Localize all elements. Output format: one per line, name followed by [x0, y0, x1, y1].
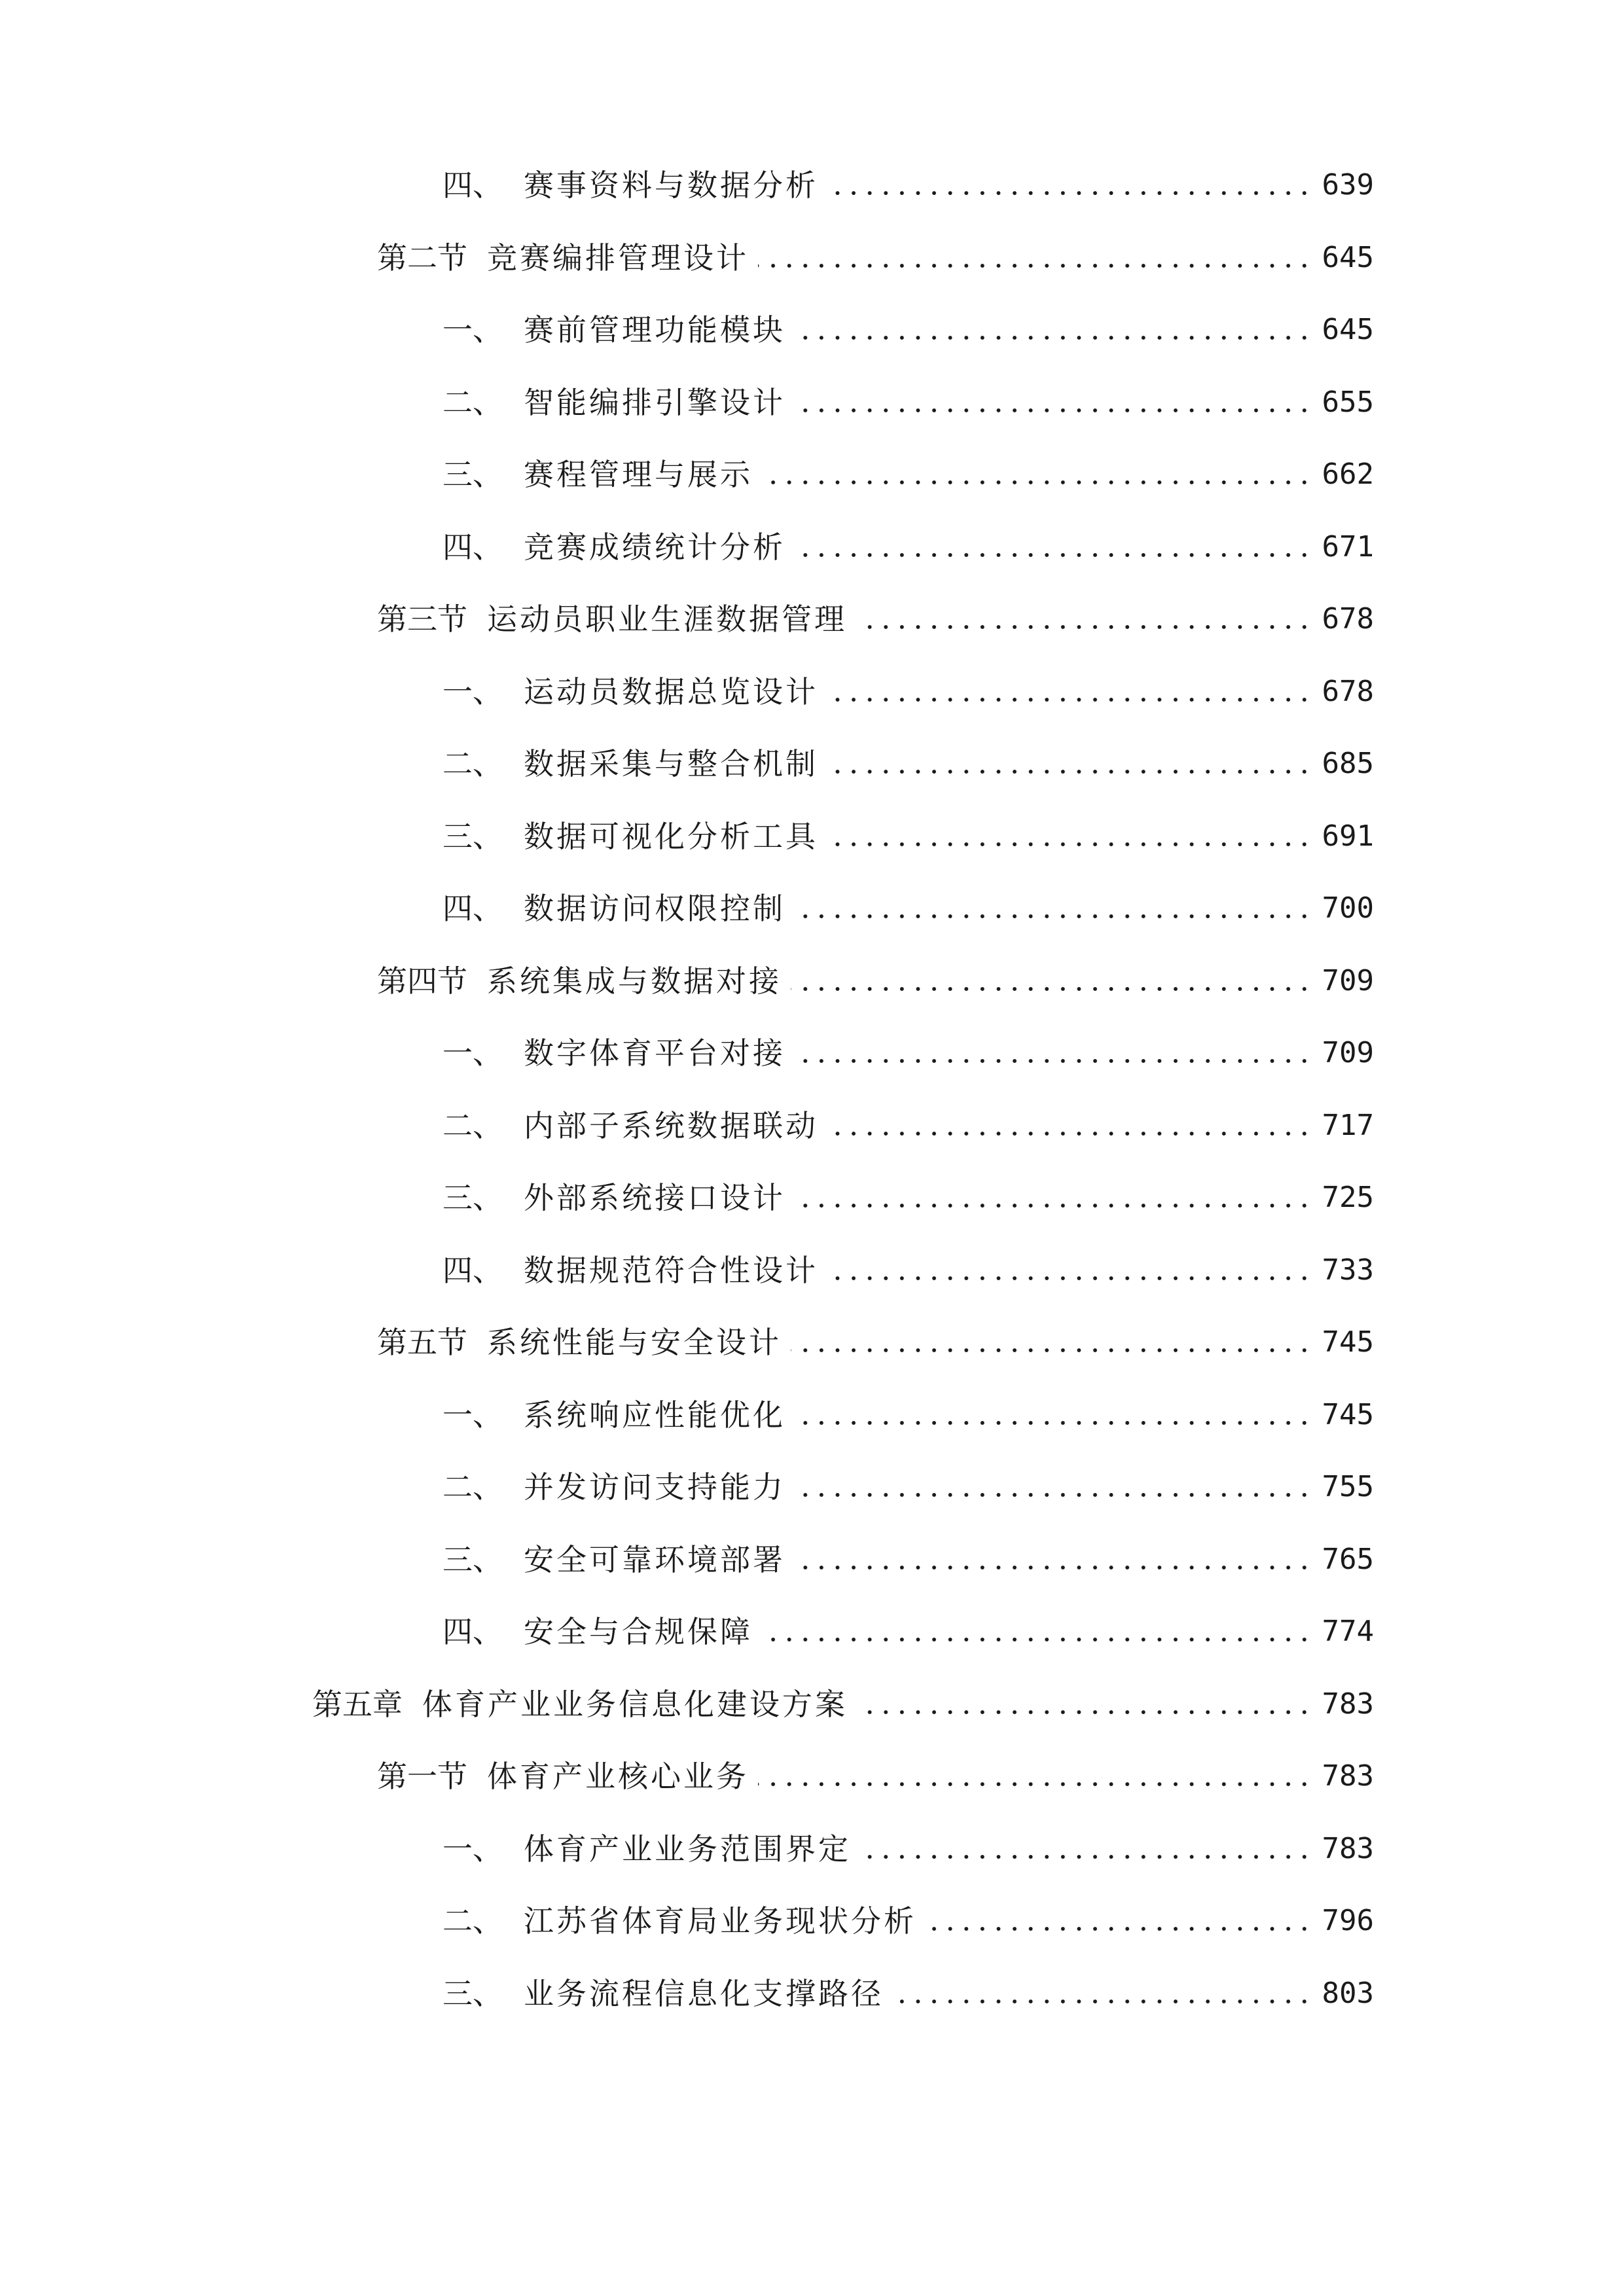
dot-leader [795, 1057, 1312, 1065]
toc-entry[interactable] [0, 367, 1374, 439]
toc-entry-title: 数据可视化分析工具 [524, 819, 818, 854]
toc-entry-title: 系统性能与安全设计 [487, 1325, 782, 1360]
toc-entry-page-number: 691 [1322, 819, 1374, 853]
dot-leader [795, 406, 1312, 414]
toc-entry-number: 三、 [442, 819, 503, 854]
toc-entry-number: 三、 [442, 1976, 503, 2011]
toc-entry-title: 业务流程信息化支撑路径 [524, 1976, 884, 2011]
toc-entry-page-number: 725 [1322, 1181, 1374, 1214]
dot-leader [893, 1998, 1312, 2005]
toc-entry-page-number: 765 [1322, 1543, 1374, 1576]
toc-entry[interactable] [0, 1740, 1374, 1812]
toc-entry-title: 体育产业核心业务 [487, 1759, 749, 1794]
toc-entry[interactable] [0, 439, 1374, 511]
toc-entry-page-number: 685 [1322, 747, 1374, 780]
toc-entry-number: 二、 [442, 746, 503, 781]
toc-entry[interactable] [0, 1234, 1374, 1306]
toc-entry-title: 并发访问支持能力 [524, 1469, 785, 1505]
dot-leader [857, 1708, 1312, 1716]
toc-entry-title: 数据访问权限控制 [524, 891, 785, 926]
toc-entry-number: 三、 [442, 457, 503, 492]
dot-leader [827, 1130, 1312, 1138]
toc-entry-page-number: 678 [1322, 602, 1374, 636]
dot-leader [827, 696, 1312, 704]
toc-entry-number: 一、 [442, 1831, 503, 1867]
toc-entry-title: 内部子系统数据联动 [524, 1108, 818, 1143]
toc-entry-number: 第五节 [377, 1325, 467, 1360]
toc-entry[interactable] [0, 728, 1374, 800]
dot-leader [795, 551, 1312, 559]
toc-entry[interactable] [0, 1885, 1374, 1957]
toc-entry-title: 数字体育平台对接 [524, 1035, 785, 1071]
toc-entry-title: 体育产业业务范围界定 [524, 1831, 851, 1867]
toc-entry-number: 二、 [442, 1469, 503, 1505]
toc-entry-title: 赛程管理与展示 [524, 457, 753, 492]
dot-leader [762, 478, 1312, 486]
toc-entry[interactable] [0, 872, 1374, 944]
dot-leader [758, 1780, 1312, 1788]
toc-entry-number: 四、 [442, 1253, 503, 1288]
toc-entry[interactable] [0, 1306, 1374, 1378]
dot-leader [827, 189, 1312, 197]
toc-entry[interactable] [0, 294, 1374, 366]
toc-entry-title: 体育产业业务信息化建设方案 [422, 1687, 848, 1722]
toc-entry-number: 第四节 [377, 963, 467, 999]
toc-entry-page-number: 645 [1322, 313, 1374, 346]
toc-entry-number: 一、 [442, 674, 503, 709]
dot-leader [856, 623, 1312, 631]
toc-entry[interactable] [0, 945, 1374, 1017]
toc-entry[interactable] [0, 1379, 1374, 1451]
toc-entry-title: 数据规范符合性设计 [524, 1253, 818, 1288]
toc-entry-title: 系统集成与数据对接 [487, 963, 782, 999]
dot-leader [791, 985, 1312, 993]
toc-entry-page-number: 733 [1322, 1253, 1374, 1287]
toc-entry-page-number: 709 [1322, 1036, 1374, 1069]
toc-entry[interactable] [0, 583, 1374, 655]
toc-entry-title: 运动员数据总览设计 [524, 674, 818, 709]
toc-entry-number: 一、 [442, 312, 503, 348]
toc-entry-page-number: 783 [1322, 1687, 1374, 1721]
dot-leader [795, 1491, 1312, 1499]
toc-entry-number: 三、 [442, 1542, 503, 1577]
dot-leader [795, 334, 1312, 342]
toc-entry[interactable] [0, 1596, 1374, 1668]
toc-entry-title: 竞赛编排管理设计 [487, 240, 749, 276]
dot-leader [795, 1419, 1312, 1427]
toc-entry-page-number: 639 [1322, 168, 1374, 202]
toc-entry[interactable] [0, 656, 1374, 728]
toc-entry-page-number: 671 [1322, 530, 1374, 564]
toc-entry-title: 江苏省体育局业务现状分析 [524, 1903, 916, 1939]
dot-leader [795, 1202, 1312, 1210]
toc-entry[interactable] [0, 1524, 1374, 1596]
toc-entry-page-number: 745 [1322, 1398, 1374, 1431]
toc-entry-page-number: 796 [1322, 1904, 1374, 1937]
toc-entry-page-number: 717 [1322, 1109, 1374, 1142]
dot-leader [758, 262, 1312, 270]
toc-entry-page-number: 755 [1322, 1470, 1374, 1503]
toc-entry-number: 二、 [442, 385, 503, 420]
toc-entry[interactable] [0, 800, 1374, 872]
toc-entry-number: 一、 [442, 1397, 503, 1433]
toc-entry-page-number: 700 [1322, 891, 1374, 925]
toc-entry-number: 三、 [442, 1180, 503, 1215]
toc-entry-page-number: 803 [1322, 1977, 1374, 2010]
toc-entry-number: 第一节 [377, 1759, 467, 1794]
toc-entry-number: 第五章 [312, 1687, 403, 1722]
toc-entry[interactable] [0, 1958, 1374, 2030]
toc-entry[interactable] [0, 1813, 1374, 1885]
toc-entry-number: 二、 [442, 1903, 503, 1939]
toc-entry-page-number: 709 [1322, 964, 1374, 997]
toc-entry-number: 第三节 [377, 601, 467, 637]
toc-entry-page-number: 774 [1322, 1615, 1374, 1648]
dot-leader [860, 1853, 1312, 1861]
toc-entry[interactable] [0, 1451, 1374, 1523]
toc-entry-number: 四、 [442, 529, 503, 565]
toc-entry-page-number: 745 [1322, 1325, 1374, 1359]
toc-entry-number: 一、 [442, 1035, 503, 1071]
dot-leader [827, 840, 1312, 848]
toc-entry-title: 安全与合规保障 [524, 1614, 753, 1649]
toc-entry-title: 安全可靠环境部署 [524, 1542, 785, 1577]
toc-entry-title: 竞赛成绩统计分析 [524, 529, 785, 565]
toc-entry-page-number: 662 [1322, 457, 1374, 491]
dot-leader [795, 912, 1312, 920]
dot-leader [762, 1636, 1312, 1643]
toc-entry-title: 运动员职业生涯数据管理 [487, 601, 847, 637]
toc-entry[interactable] [0, 1162, 1374, 1234]
dot-leader [827, 768, 1312, 776]
toc-entry-title: 系统响应性能优化 [524, 1397, 785, 1433]
toc-entry[interactable] [0, 1668, 1374, 1740]
toc-entry[interactable] [0, 222, 1374, 294]
toc-entry-title: 智能编排引擎设计 [524, 385, 785, 420]
toc-entry[interactable] [0, 1090, 1374, 1162]
toc-entry[interactable] [0, 1017, 1374, 1089]
dot-leader [926, 1925, 1312, 1933]
toc-entry-page-number: 783 [1322, 1759, 1374, 1793]
toc-entry-title: 外部系统接口设计 [524, 1180, 785, 1215]
table-of-contents [0, 149, 1624, 2080]
dot-leader [795, 1564, 1312, 1571]
dot-leader [791, 1346, 1312, 1354]
toc-entry-title: 赛事资料与数据分析 [524, 168, 818, 203]
toc-entry[interactable] [0, 511, 1374, 583]
toc-entry-number: 四、 [442, 168, 503, 203]
toc-entry-page-number: 678 [1322, 675, 1374, 708]
toc-entry-number: 四、 [442, 891, 503, 926]
toc-entry-title: 赛前管理功能模块 [524, 312, 785, 348]
toc-entry-number: 第二节 [377, 240, 467, 276]
toc-entry[interactable] [0, 149, 1374, 221]
toc-entry-title: 数据采集与整合机制 [524, 746, 818, 781]
toc-entry-number: 四、 [442, 1614, 503, 1649]
toc-entry-number: 二、 [442, 1108, 503, 1143]
dot-leader [827, 1274, 1312, 1282]
toc-entry-page-number: 655 [1322, 386, 1374, 419]
toc-entry-page-number: 645 [1322, 241, 1374, 274]
toc-entry-page-number: 783 [1322, 1832, 1374, 1865]
